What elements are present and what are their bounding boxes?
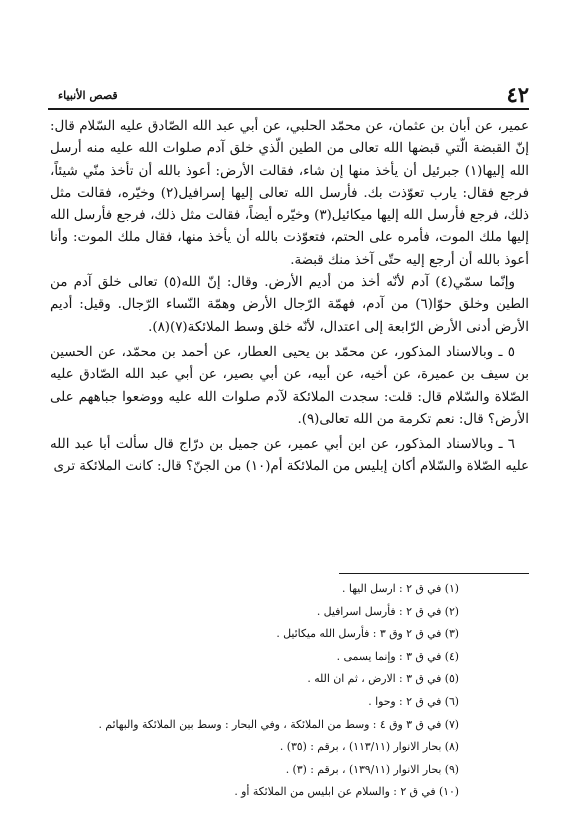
- paragraph: ٦ ـ وبالاسناد المذكور، عن ابن أبي عمير، عن جميل بن درّاج قال سألت أبا عبد الله عليه الصّلاة والسّلام أكان إبليس من الملائكة أم(١٠) من الجنّ؟ قال: كانت الملائكة ترى: [50, 437, 529, 475]
- footnote-rule: [339, 573, 529, 574]
- footnote: (٧) في ق ٣ وق ٤ : وسط من الملائكة ، وفي البحار : وسط بين الملائكة والبهائم .: [98, 717, 459, 731]
- paragraph: ٥ ـ وبالاسناد المذكور، عن محمّد بن يحيى العطار، عن أحمد بن محمّد، عن الحسين بن سيف بن عميرة، عن أخيه، عن أبيه، عن أبي بصير، عن أبي عبد الله الصّادق عليه الصّلاة والسّلام قال: قلت: سجدت الملائكة لآدم صلوات الله عليه ووضعوا جباههم على الأرض؟ قال: نعم تكرمة من الله تعالى(٩).: [50, 344, 529, 427]
- paragraph: عمير، عن أبان بن عثمان، عن محمّد الحلبي، عن أبي عبد الله الصّادق عليه السّلام قال: إنّ القبضة الّتي قبضها الله تعالى من الطين الّذي خلق آدم صلوات الله عليه منه أرسل الله إليها(١) جبرئيل أن يأخذ منها إن شاء، فقالت الأرض: أعوذ بالله أن تأخذ منّي شيئاً، فرجع فقال: يارب تعوّذت بك. فأرسل الله تعالى إليها إسرافيل(٢) وخيّره، فقالت مثل ذلك، فرجع فأرسل الله إليها ميكائيل(٣) وخيّره أيضاً، فقالت مثل ذلك، فرجع فأرسل الله إليها ملك الموت، فأمره على الحتم، فتعوّذت بالله أن يأخذ منها، فقال ملك الموت: وأنا أعوذ بالله أن أرجع إليه حتّى آخذ منك قبضة.: [50, 119, 530, 268]
- footnote: (٥) في ق ٣ : الارض ، ثم ان الله .: [307, 672, 459, 686]
- paragraph: وإنّما سمّي(٤) آدم لأنّه أخذ من أديم الأرض. وقال: إنّ الله(٥) تعالى خلق آدم من الطين وخلق حوّا(٦) من آدم، فهمّة الرّجال الأرض وهمّة النّساء الرّجال. وقيل: أديم الأرض أدنى الأرض الرّابعة إلى اعتدال، لأنّه خلق وسط الملائكة(٧)(٨).: [50, 275, 529, 335]
- footnote: (٦) في ق ٢ : وحوا .: [368, 694, 459, 708]
- page-number: ٤٢: [506, 82, 529, 107]
- footnote: (٢) في ق ٢ : فأرسل اسرافيل .: [316, 604, 459, 618]
- running-title: قصص الأنبياء: [58, 89, 118, 102]
- footnote: (٤) في ق ٣ : وإنما يسمى .: [336, 649, 459, 663]
- main-text: [50, 116, 529, 479]
- footnote: (٩) بحار الانوار (١٣٩/١١) ، برقم : (٣) .: [285, 762, 459, 776]
- page-header: [58, 80, 529, 106]
- header-rule: [48, 108, 529, 110]
- footnote: (٣) في ق ٢ وق ٣ : فأرسل الله ميكائيل .: [276, 627, 459, 641]
- footnote: (٨) بحار الانوار (١١٣/١١) ، برقم : (٣٥) .: [279, 740, 459, 754]
- footnote: (١) في ق ٢ : ارسل اليها .: [342, 582, 459, 595]
- footnotes-list: [50, 578, 459, 804]
- footnote: (١٠) في ق ٢ : والسلام عن ابليس من الملائكة أو .: [234, 785, 459, 799]
